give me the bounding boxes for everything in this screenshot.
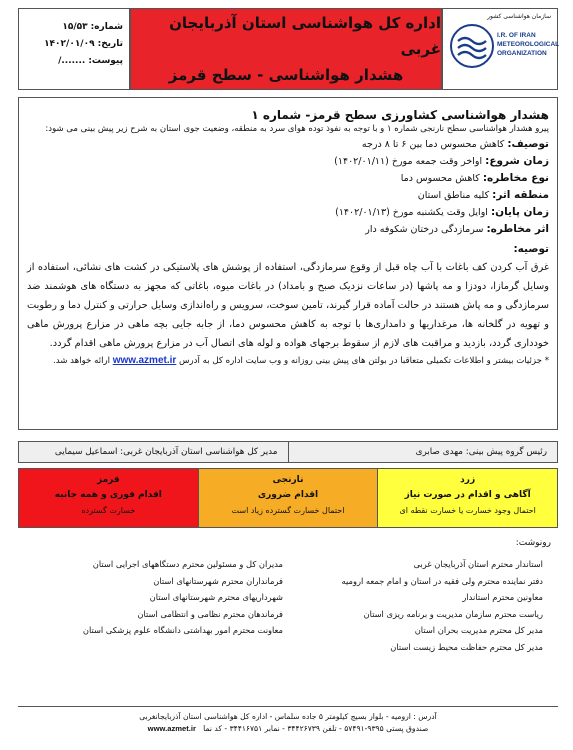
weather-organization-logo-icon <box>449 23 495 69</box>
list-item: مدیر کل محترم مدیریت بحران استان <box>414 625 543 636</box>
logo-line-1: I.R. OF IRAN <box>497 32 536 39</box>
list-item: مدیران کل و مسئولین محترم دستگاههای اجرایی استان <box>92 559 283 569</box>
note-suffix: ارائه خواهد شد. <box>53 356 111 366</box>
logo-fa-text: سازمان هواشناسی کشور <box>487 13 551 20</box>
warning-level-title: هشدار هواشناسی - سطح قرمز <box>168 66 404 84</box>
field-value: اوایل وقت یکشنبه مورخ (۱۴۰۲/۰۱/۱۳) <box>335 207 488 218</box>
date-value: ۱۴۰۲/۰۱/۰۹ <box>44 39 95 49</box>
field-label: توصیف: <box>507 138 549 150</box>
field-value: کاهش محسوس دما بین ۶ تا ۸ درجه <box>361 139 505 150</box>
field-label: منطقه اثر: <box>492 189 549 201</box>
document-header <box>18 8 558 90</box>
forecast-head-signature: رئیس گروه پیش بینی: مهدی صابری <box>415 447 547 457</box>
recipients-list <box>23 556 543 656</box>
field-affected-area <box>27 187 549 204</box>
website-link[interactable]: www.azmet.ir <box>112 355 177 366</box>
field-label: زمان پایان: <box>490 206 549 218</box>
legend-level-desc: خسارت گسترده <box>81 506 136 515</box>
field-value: کلیه مناطق استان <box>417 190 490 201</box>
field-hazard-effect <box>27 221 549 238</box>
field-label: زمان شروع: <box>485 155 549 167</box>
list-item: فرماندهان محترم نظامی و انتظامی استان <box>137 608 283 619</box>
field-value: سرمازدگی درختان شکوفه دار <box>365 224 484 235</box>
date-row <box>25 36 123 53</box>
warning-title: هشدار هواشناسی کشاورزی سطح قرمز- شماره ۱ <box>251 108 549 122</box>
attachment-row <box>25 53 123 70</box>
logo-line-2: METEOROLOGICAL <box>497 41 560 48</box>
footer-website-link[interactable]: www.azmet.ir <box>147 724 196 733</box>
list-item: استاندار محترم استان آذربایجان غربی <box>413 559 543 569</box>
warning-level-legend <box>18 468 558 528</box>
warning-intro: پیرو هشدار هواشناسی سطح نارنجی شماره ۱ و با توجه به نفوذ توده هوای سرد به منطقه، وضعیت جوی استان به شرح زیر پیش بینی می شود: <box>45 124 549 134</box>
list-item: معاونت محترم امور بهداشتی دانشگاه علوم پزشکی استان <box>82 625 283 636</box>
legend-yellow <box>378 469 557 527</box>
signature-row <box>18 441 558 463</box>
recipients-left-column <box>23 556 283 656</box>
logo-line-3: ORGANIZATION <box>497 50 547 57</box>
warning-body <box>18 97 558 430</box>
advice-text: غرق آب کردن کف باغات با آب چاه قبل از وقوع سرمازدگی، استفاده از پوشش های پلاستیکی در کشت های نشائی، استفاده از وسایل گرمازا، دودزا و مه پاشها (در ساعات نزدیک صبح و بامداد) در باغات میوه، باغاتی که مجهز به دستگاه های هوشمند ضد سرمازدگی و مه پاش هستند در حالت آماده قرار گیرند، تامین سوخت، سرویس و راه‌اندازی وسایل حرارتی و کنترل دما و رطوبت و تهویه در گلخانه ها، مرغداریها و دامداری‌ها با توجه به کاهش محسوس دما، از جابه جایی بچه ماهی در مزارع پرورش ماهی خودداری گردد، بازدید و مراقبت های لازم از سقوط برجهای هواده و لوله های اتصال آب در مزارع پرورش ماهی اقدام گردد. <box>27 262 549 349</box>
legend-level-desc: احتمال وجود خسارت یا خسارت نقطه ای <box>399 506 536 515</box>
field-hazard-type <box>27 170 549 187</box>
advice-label-text: توصیه: <box>513 243 549 255</box>
number-row <box>25 19 123 36</box>
legend-level-action: اقدام ضروری <box>257 490 319 500</box>
organization-title: اداره کل هواشناسی استان آذربایجان غربی <box>169 14 441 58</box>
list-item: مدیر کل محترم حفاظت محیط زیست استان <box>390 641 543 652</box>
field-start-time <box>27 153 549 170</box>
attachment-label: پیوست: <box>88 56 123 66</box>
document-footer <box>18 706 558 740</box>
footer-address: آدرس : ارومیه - بلوار بسیج کیلومتر ۵ جاده سلماس - اداره کل هواشناسی استان آذربایجانغربی <box>139 712 437 721</box>
legend-orange <box>199 469 379 527</box>
legend-level-action: اقدام فوری و همه جانبه <box>54 490 162 500</box>
legend-level-name: زرد <box>460 475 476 485</box>
date-label: تاریخ: <box>97 39 123 49</box>
list-item: معاونین محترم استاندار <box>462 592 543 603</box>
attachment-value: ......./ <box>58 56 86 66</box>
field-label: اثر مخاطره: <box>486 223 549 235</box>
field-value: کاهش محسوس دما <box>400 173 480 184</box>
organization-logo <box>442 8 558 90</box>
header-title-block <box>130 8 442 90</box>
field-label: نوع مخاطره: <box>482 172 549 184</box>
director-signature: مدیر کل هواشناسی استان آذربایجان غربی: اسماعیل سیمایی <box>19 442 289 462</box>
list-item: ریاست محترم سازمان مدیریت و برنامه ریزی استان <box>363 608 543 619</box>
document-meta <box>18 8 130 90</box>
list-item: شهرداریهای محترم شهرستانهای استان <box>149 592 283 603</box>
footer-contact-row <box>18 723 558 735</box>
note-prefix: * جزئیات بیشتر و اطلاعات تکمیلی متعاقبا در بولتن های پیش بینی روزانه و وب سایت اداره کل به آدرس <box>179 356 549 366</box>
field-value: اواخر وقت جمعه مورخ (۱۴۰۲/۰۱/۱۱) <box>334 156 483 167</box>
legend-level-action: آگاهی و اقدام در صورت نیاز <box>404 490 531 500</box>
list-item: دفتر نماینده محترم ولی فقیه در استان و امام جمعه ارومیه <box>341 575 543 586</box>
recipients-right-column <box>283 556 543 656</box>
details-note <box>27 353 549 369</box>
advice-label <box>27 241 549 258</box>
field-description <box>27 136 549 153</box>
legend-level-name: نارنجی <box>272 475 304 485</box>
number-value: ۱۵/۵۳ <box>62 22 88 32</box>
footer-contact: صندوق پستی ۹۳۹۵-۵۷۴۹۱ - تلفن ۳۴۴۲۶۷۳۹ - نمابر ۳۴۴۱۶۷۵۱ - کد نما <box>203 724 429 733</box>
list-item: فرمانداران محترم شهرستانهای استان <box>153 575 283 586</box>
legend-level-name: قرمز <box>96 475 120 485</box>
legend-level-desc: احتمال خسارت گسترده زیاد است <box>231 506 345 515</box>
number-label: شماره: <box>90 22 123 32</box>
logo-text <box>497 31 559 58</box>
field-end-time <box>27 204 549 221</box>
recipients-heading: رونوشت: <box>515 538 551 548</box>
legend-red <box>19 469 199 527</box>
